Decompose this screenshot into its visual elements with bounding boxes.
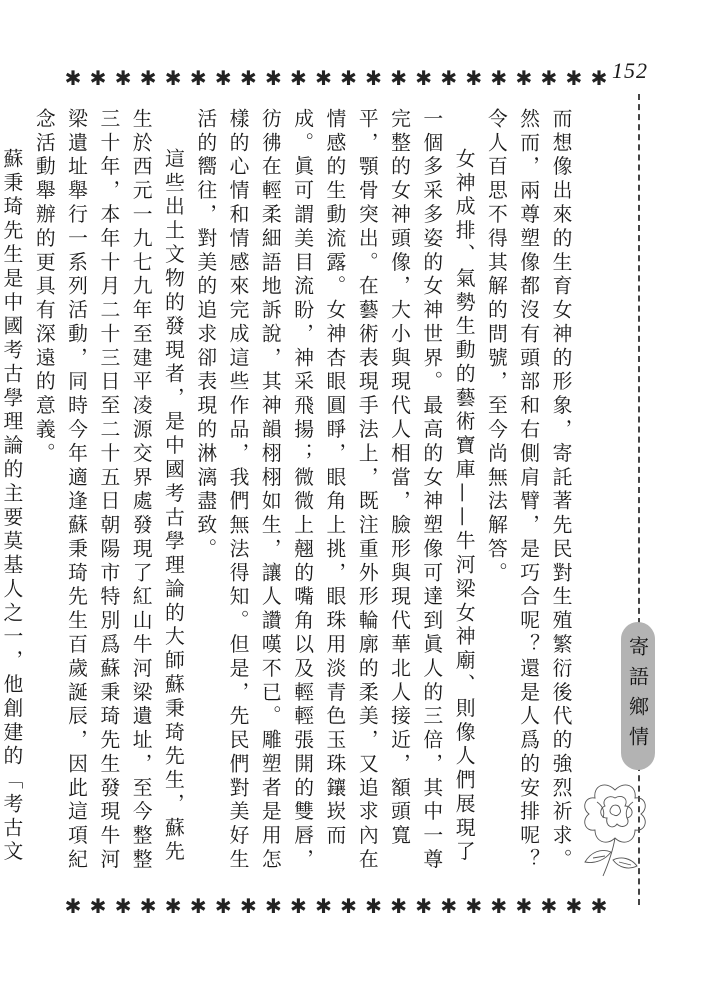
asterisk-ornament-icon: ✱: [89, 66, 107, 90]
asterisk-ornament-icon: ✱: [540, 894, 558, 918]
asterisk-ornament-icon: ✱: [590, 894, 608, 918]
asterisk-ornament-icon: ✱: [565, 66, 583, 90]
asterisk-ornament-icon: ✱: [340, 66, 357, 90]
asterisk-ornament-icon: ✱: [189, 66, 207, 90]
paragraph: 而想像出來的生育女神的形象，寄託著先民對生殖繁衍後代的強烈祈求。然而，兩尊塑像都沒有頭部和右側肩臂，是巧合呢？還是人爲的安排呢？令人百思不得其解的問號，至今尚無法解答。: [484, 108, 572, 873]
asterisk-ornament-icon: ✱: [64, 66, 82, 90]
asterisk-ornament-icon: ✱: [465, 894, 483, 918]
section-tab-label: 寄語鄉情: [625, 636, 650, 756]
asterisk-ornament-icon: ✱: [590, 66, 608, 90]
asterisk-ornament-icon: ✱: [290, 894, 307, 918]
asterisk-ornament-icon: ✱: [390, 894, 407, 918]
asterisk-ornament-icon: ✱: [365, 66, 382, 90]
asterisk-ornament-icon: ✱: [365, 894, 382, 918]
paragraph: 女神成排、氣勢生動的藝術寶庫——牛河梁女神廟、則像人們展現了一個多采多姿的女神世界。最高的女神塑像可達到眞人的三倍，其中一尊完整的女神頭像，大小與現代人相當，臉形與現代華北人接近，額頭寬平，顎骨突出。在藝術表現手法上，既注重外形輪廓的柔美，又追求內在情感的生動流露。女神杏眼圓睜，眼角上挑，眼珠用淡青色玉珠鑲崁而成。眞可謂美目流盼，神采飛揚；微微上翹的嘴角以及輕輕張開的雙唇，彷彿在輕柔細語地訴說，其神韻栩栩如生，讓人讚嘆不已。雕塑者是用怎樣的心情和情感來完成這些作品，我們無法得知。但是，先民們對美好生活的嚮往，對美的追求卻表現的淋漓盡致。: [193, 108, 476, 873]
asterisk-ornament-icon: ✱: [264, 66, 282, 90]
vertical-text-columns: [0, 108, 576, 882]
paragraph: 這些出土文物的發現者，是中國考古學理論的大師蘇秉琦先生，蘇先生於西元一九七九年至建平凌源交界處發現了紅山牛河梁遺址，至今整整三十年，本年十月二十三日至二十五日朝陽市特別爲蘇秉琦先生發現牛河梁遺址舉行一系列活動，同時今年適逢蘇秉琦先生百歲誕辰，因此這項紀念活動舉辦的更具有深遠的意義。: [32, 108, 185, 873]
asterisk-ornament-icon: ✱: [239, 894, 257, 918]
asterisk-ornament-icon: ✱: [164, 894, 182, 918]
main-text-block: [0, 108, 576, 882]
paragraph: 蘇秉琦先生是中國考古學理論的主要莫基人之一，他創建的「考古文: [0, 147, 23, 865]
asterisk-ornament-icon: ✱: [415, 66, 433, 90]
asterisk-ornament-icon: ✱: [540, 66, 558, 90]
asterisk-ornament-icon: ✱: [465, 66, 483, 90]
asterisk-ornament-icon: ✱: [264, 894, 282, 918]
asterisk-ornament-icon: ✱: [64, 894, 82, 918]
asterisk-ornament-icon: ✱: [89, 894, 107, 918]
asterisk-ornament-icon: ✱: [490, 66, 508, 90]
asterisk-ornament-icon: ✱: [214, 894, 232, 918]
top-ornament-border: [62, 67, 610, 89]
margin-dashed-rule: [638, 94, 640, 624]
asterisk-ornament-icon: ✱: [440, 66, 458, 90]
asterisk-ornament-icon: ✱: [515, 66, 533, 90]
asterisk-ornament-icon: ✱: [390, 66, 407, 90]
asterisk-ornament-icon: ✱: [565, 894, 583, 918]
asterisk-ornament-icon: ✱: [114, 894, 132, 918]
asterisk-ornament-icon: ✱: [139, 66, 157, 90]
asterisk-ornament-icon: ✱: [114, 66, 132, 90]
asterisk-ornament-icon: ✱: [164, 66, 182, 90]
asterisk-ornament-icon: ✱: [490, 894, 508, 918]
asterisk-ornament-icon: ✱: [290, 66, 307, 90]
bottom-ornament-border: [62, 895, 610, 917]
asterisk-ornament-icon: ✱: [340, 894, 357, 918]
asterisk-ornament-icon: ✱: [415, 894, 433, 918]
asterisk-ornament-icon: ✱: [315, 894, 332, 918]
asterisk-ornament-icon: ✱: [315, 66, 332, 90]
asterisk-ornament-icon: ✱: [239, 66, 257, 90]
peony-flower-icon: [575, 772, 655, 882]
section-tab: [621, 622, 655, 770]
asterisk-ornament-icon: ✱: [515, 894, 533, 918]
asterisk-ornament-icon: ✱: [440, 894, 458, 918]
asterisk-ornament-icon: ✱: [214, 66, 232, 90]
page-number: 152: [612, 58, 648, 83]
asterisk-ornament-icon: ✱: [139, 894, 157, 918]
asterisk-ornament-icon: ✱: [189, 894, 207, 918]
